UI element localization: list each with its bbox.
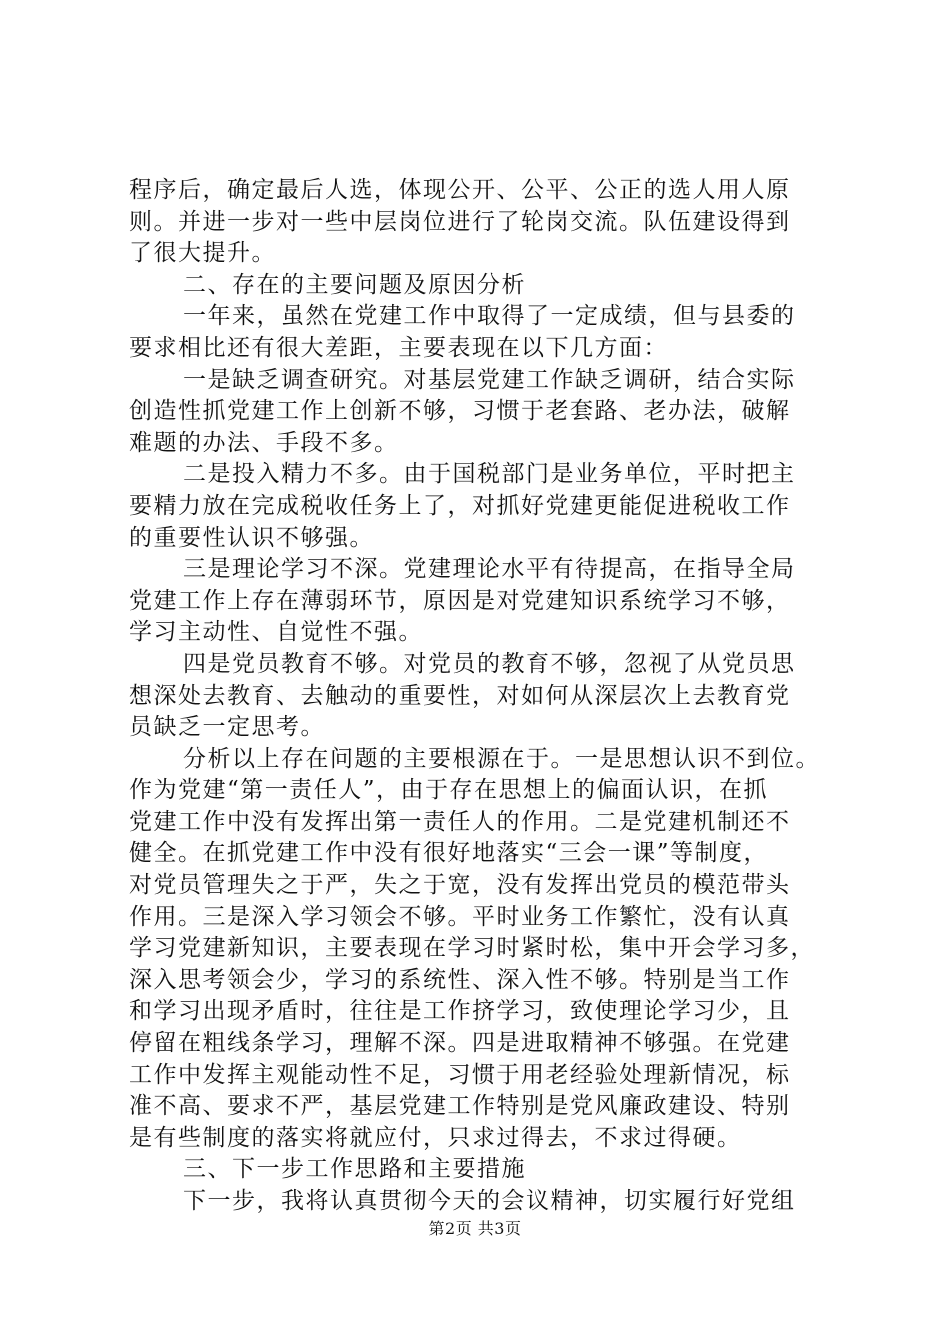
text-line: 准不高、要求不严，基层党建工作特别是党风廉政建设、特别 [129, 1093, 791, 1120]
text-line: 健全。在抓党建工作中没有很好地落实“三会一课”等制度， [129, 840, 769, 867]
text-line: 三、下一步工作思路和主要措施 [183, 1156, 526, 1183]
text-line: 的重要性认识不够强。 [129, 524, 374, 551]
text-line: 停留在粗线条学习，理解不深。四是进取精神不够强。在党建 [129, 1030, 791, 1057]
page-footer: 第2页 共3页 [428, 1219, 522, 1238]
text-line: 分析以上存在问题的主要根源在于。一是思想认识不到位。 [183, 745, 820, 772]
text-line: 党建工作上存在薄弱环节，原因是对党建知识系统学习不够， [129, 587, 791, 614]
document-body [129, 175, 834, 1218]
text-line: 工作中发挥主观能动性不足，习惯于用老经验处理新情况，标 [129, 1061, 791, 1088]
text-line: 四是党员教育不够。对党员的教育不够，忽视了从党员思 [183, 650, 796, 677]
text-line: 则。并进一步对一些中层岗位进行了轮岗交流。队伍建设得到 [129, 208, 791, 235]
text-line: 员缺乏一定思考。 [129, 714, 325, 741]
text-line: 一年来，虽然在党建工作中取得了一定成绩，但与县委的 [183, 303, 796, 330]
text-line: 作用。三是深入学习领会不够。平时业务工作繁忙，没有认真 [129, 903, 791, 930]
text-line: 二是投入精力不多。由于国税部门是业务单位，平时把主 [183, 461, 796, 488]
text-line: 程序后，确定最后人选，体现公开、公平、公正的选人用人原 [129, 177, 791, 203]
text-line: 深入思考领会少，学习的系统性、深入性不够。特别是当工作 [129, 966, 791, 993]
text-line: 和学习出现矛盾时，往往是工作挤学习，致使理论学习少，且 [129, 998, 791, 1025]
text-line: 了很大提升。 [129, 240, 276, 267]
text-line: 作为党建“第一责任人”，由于存在思想上的偏面认识，在抓 [129, 777, 769, 804]
text-line: 三是理论学习不深。党建理论水平有待提高，在指导全局 [183, 556, 796, 583]
text-line: 是有些制度的落实将就应付，只求过得去，不求过得硬。 [129, 1124, 742, 1151]
text-line: 二、存在的主要问题及原因分析 [183, 271, 526, 298]
text-line: 党建工作中没有发挥出第一责任人的作用。二是党建机制还不 [129, 808, 791, 835]
text-line: 学习主动性、自觉性不强。 [129, 619, 423, 646]
text-line: 要精力放在完成税收任务上了，对抓好党建更能促进税收工作 [129, 492, 791, 519]
text-line: 下一步，我将认真贯彻今天的会议精神，切实履行好党组 [183, 1188, 796, 1214]
text-line: 一是缺乏调查研究。对基层党建工作缺乏调研，结合实际 [183, 366, 796, 393]
text-line: 要求相比还有很大差距，主要表现在以下几方面： [129, 334, 668, 361]
text-line: 难题的办法、手段不多。 [129, 429, 399, 456]
text-line: 想深处去教育、去触动的重要性，对如何从深层次上去教育党 [129, 682, 791, 709]
text-line: 学习党建新知识，主要表现在学习时紧时松，集中开会学习多， [129, 935, 815, 962]
text-line: 对党员管理失之于严，失之于宽，没有发挥出党员的模范带头 [129, 872, 791, 899]
text-line: 创造性抓党建工作上创新不够，习惯于老套路、老办法，破解 [129, 398, 791, 425]
